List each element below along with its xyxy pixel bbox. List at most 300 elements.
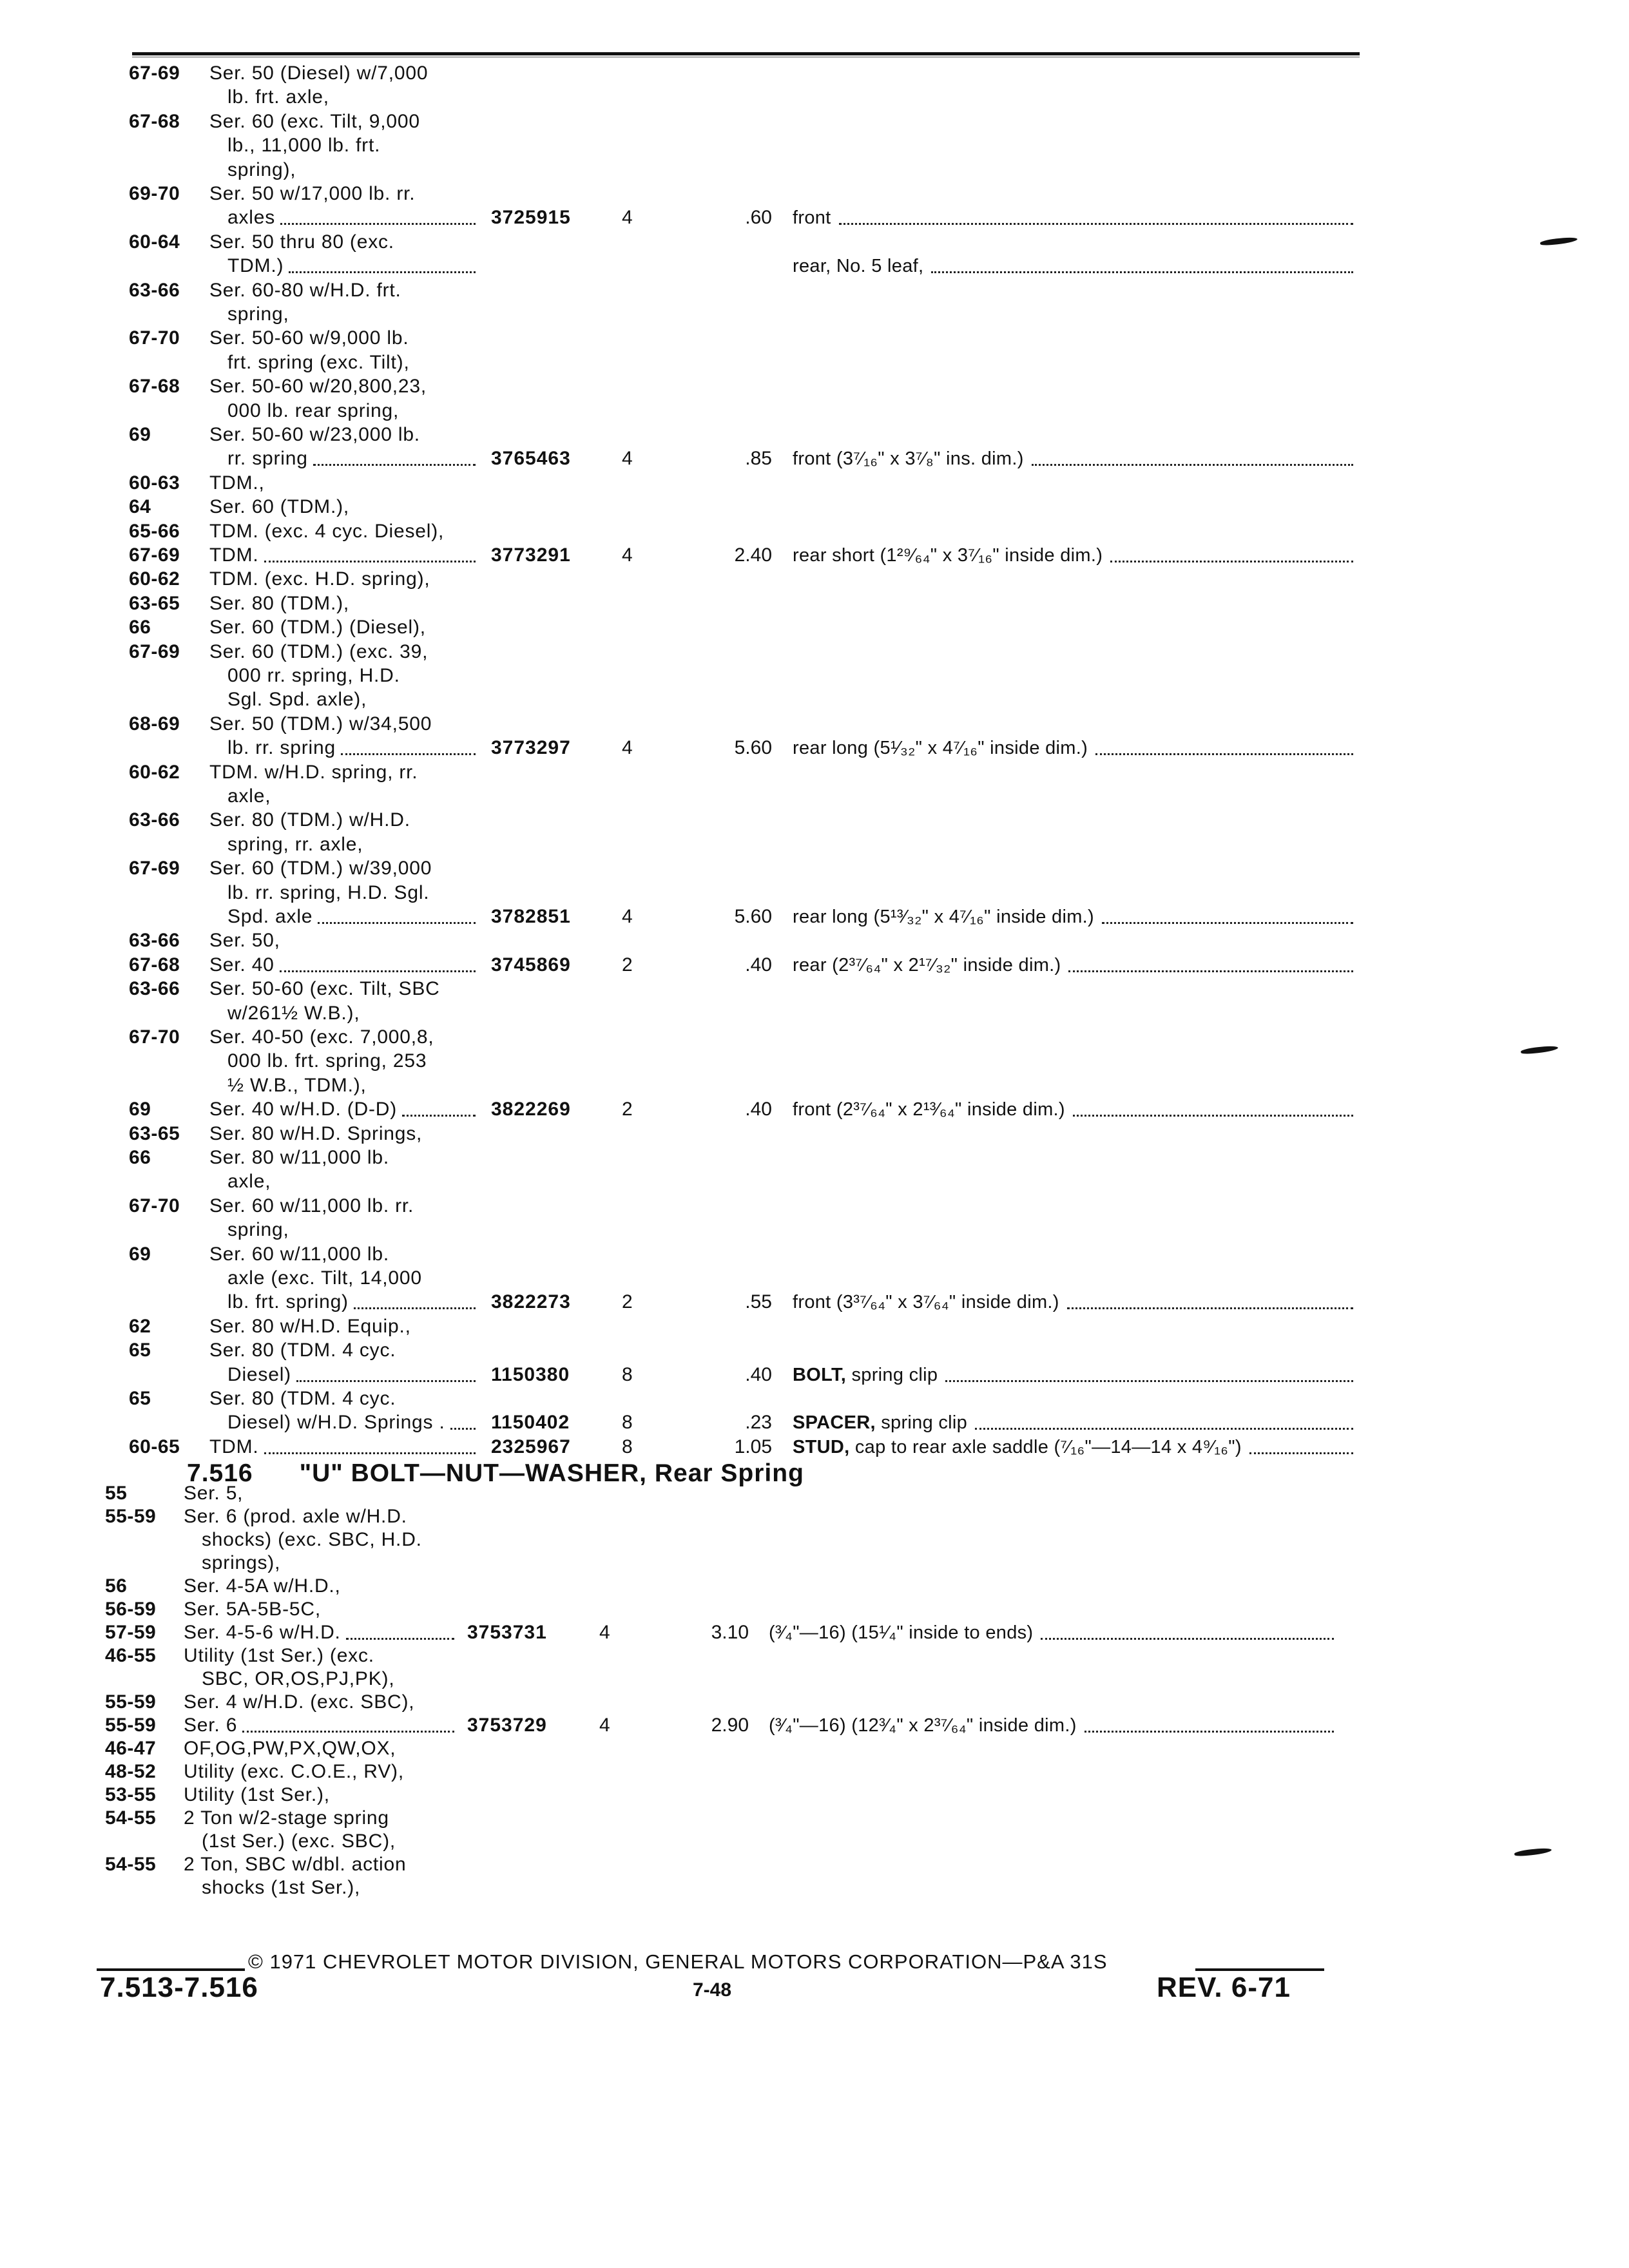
model-years: 48-52	[105, 1761, 157, 1782]
model-years: 67-68	[129, 376, 180, 398]
description: Ser. 60 w/11,000 lb.	[209, 1243, 389, 1265]
listing-row	[0, 929, 1629, 952]
dot-leader	[839, 209, 1353, 225]
listing-row	[0, 1853, 1629, 1876]
quantity: 8	[622, 1363, 633, 1385]
listing-row	[0, 1644, 1629, 1667]
listing-row	[0, 447, 1629, 470]
description: lb. frt. axle,	[227, 86, 329, 108]
description: TDM.	[209, 544, 259, 566]
model-years: 69-70	[129, 183, 180, 204]
description: axle,	[227, 785, 271, 807]
listing-row	[0, 785, 1629, 808]
listing-row	[0, 1267, 1629, 1290]
item-name: STUD,	[793, 1436, 850, 1457]
quantity: 4	[622, 544, 633, 566]
listing-row	[0, 1436, 1629, 1459]
description: Sgl. Spd. axle),	[227, 689, 367, 711]
description: Ser. 80 (TDM.) w/H.D.	[209, 809, 410, 831]
listing-row	[0, 664, 1629, 687]
right-description	[793, 255, 923, 278]
quantity: 4	[622, 737, 633, 759]
description: Ser. 80 (TDM. 4 cyc.	[209, 1388, 396, 1409]
listing-row	[0, 592, 1629, 615]
description: TDM. w/H.D. spring, rr.	[209, 761, 418, 783]
dot-leader	[280, 956, 476, 972]
item-detail: spring clip	[881, 1412, 968, 1434]
price: .60	[745, 207, 772, 229]
listing-row	[0, 375, 1629, 398]
model-years: 53-55	[105, 1784, 157, 1805]
listing-row	[0, 954, 1629, 977]
listing-row	[0, 1505, 1629, 1528]
part-number: 3753729	[467, 1715, 547, 1736]
description: Ser. 80 (TDM.),	[209, 592, 350, 614]
right-description	[793, 544, 1103, 567]
description: Ser. 4 w/H.D. (exc. SBC),	[184, 1691, 415, 1713]
dot-leader	[264, 546, 476, 562]
item-detail: front (3⁷⁄₁₆" x 3⁷⁄₈" ins. dim.)	[793, 448, 1024, 470]
dot-leader	[450, 1414, 476, 1430]
description: Diesel)	[227, 1363, 291, 1385]
dot-leader	[264, 1438, 476, 1454]
listing-row	[0, 544, 1629, 567]
description: springs),	[202, 1552, 281, 1573]
model-years: 69	[129, 424, 151, 445]
description: (1st Ser.) (exc. SBC),	[202, 1831, 396, 1852]
model-years: 56-59	[105, 1599, 157, 1620]
item-name: BOLT,	[793, 1364, 847, 1385]
description: Ser. 50-60 w/23,000 lb.	[209, 424, 420, 445]
section-title: "U" BOLT—NUT—WASHER, Rear Spring	[299, 1459, 804, 1487]
listing-row	[0, 1691, 1629, 1714]
model-years: 67-69	[129, 858, 180, 879]
model-years: 64	[129, 496, 151, 518]
listing-row	[0, 1783, 1629, 1807]
dot-leader	[280, 209, 476, 225]
part-number: 2325967	[491, 1436, 571, 1457]
quantity: 8	[622, 1436, 633, 1457]
listing-row	[0, 495, 1629, 519]
dot-leader	[242, 1716, 454, 1733]
model-years: 63-66	[129, 279, 180, 301]
right-description	[793, 1363, 938, 1387]
description: Ser. 5,	[184, 1483, 244, 1504]
listing-row	[0, 713, 1629, 736]
part-number: 3725915	[491, 207, 571, 229]
model-years: 68-69	[129, 713, 180, 735]
model-years: 60-64	[129, 231, 180, 253]
quantity: 4	[622, 448, 633, 470]
description: lb., 11,000 lb. frt.	[227, 135, 381, 157]
footer-rule-left	[97, 1968, 245, 1971]
price: .85	[745, 448, 772, 470]
listing-row	[0, 1098, 1629, 1121]
part-number: 3773291	[491, 544, 571, 566]
description: Ser. 60 (TDM.) (Diesel),	[209, 617, 426, 639]
description: Ser. 60 (TDM.) w/39,000	[209, 858, 432, 879]
listing-row	[0, 809, 1629, 832]
item-detail: spring clip	[851, 1364, 938, 1385]
right-description	[793, 1098, 1065, 1121]
listing-row	[0, 1122, 1629, 1146]
quantity: 2	[622, 1291, 633, 1313]
model-years: 69	[129, 1243, 151, 1265]
part-number: 3745869	[491, 954, 571, 975]
description: Ser. 80 (TDM. 4 cyc.	[209, 1340, 396, 1361]
dot-leader	[346, 1624, 454, 1640]
listing-row	[0, 1621, 1629, 1644]
description: Ser. 80 w/11,000 lb.	[209, 1147, 389, 1168]
listing-row	[0, 1074, 1629, 1097]
listing-row	[0, 977, 1629, 1001]
price: .23	[745, 1412, 772, 1434]
description: shocks (1st Ser.),	[202, 1877, 361, 1898]
model-years: 65-66	[129, 520, 180, 542]
listing-row	[0, 1876, 1629, 1899]
model-years: 67-69	[129, 544, 180, 566]
model-years: 62	[129, 1315, 151, 1337]
model-years: 66	[129, 617, 151, 639]
description: Ser. 60-80 w/H.D. frt.	[209, 279, 401, 301]
model-years: 65	[129, 1340, 151, 1361]
part-number: 3753731	[467, 1622, 547, 1643]
quantity: 2	[622, 1099, 633, 1120]
listing-row	[0, 1291, 1629, 1314]
description: Ser. 50 (TDM.) w/34,500	[209, 713, 432, 735]
model-years: 60-65	[129, 1436, 180, 1457]
dot-leader	[1110, 546, 1353, 562]
part-number: 1150380	[491, 1363, 570, 1385]
dot-leader	[341, 739, 476, 755]
right-description	[793, 736, 1088, 760]
listing-row	[0, 62, 1629, 85]
listing-row	[0, 1195, 1629, 1218]
dot-leader	[1102, 908, 1353, 924]
part-number: 3782851	[491, 906, 571, 927]
description: rr. spring	[227, 448, 308, 470]
model-years: 54-55	[105, 1854, 157, 1875]
listing-row	[0, 182, 1629, 206]
description: axles	[227, 207, 276, 229]
dot-leader	[354, 1293, 476, 1309]
item-detail: front (2³⁷⁄₆₄" x 2¹³⁄₆₄" inside dim.)	[793, 1099, 1065, 1120]
model-years: 63-66	[129, 809, 180, 831]
description: TDM.)	[227, 255, 284, 277]
description: TDM. (exc. H.D. spring),	[209, 568, 430, 590]
model-years: 67-70	[129, 1195, 180, 1216]
listing-row	[0, 905, 1629, 928]
price: .55	[745, 1291, 772, 1313]
description: SBC, OR,OS,PJ,PK),	[202, 1668, 395, 1689]
item-detail: rear short (1²⁹⁄₆₄" x 3⁷⁄₁₆" inside dim.)	[793, 545, 1103, 566]
description: Ser. 50,	[209, 930, 280, 952]
section-number: 7.516	[187, 1459, 253, 1487]
listing-row	[0, 472, 1629, 495]
right-description	[769, 1714, 1077, 1737]
section-range-code: 7.513-7.516	[100, 1972, 258, 2003]
item-detail: front	[793, 207, 831, 229]
dot-leader	[1084, 1716, 1334, 1733]
item-name: SPACER,	[793, 1412, 876, 1434]
listing-row	[0, 303, 1629, 326]
price: .40	[745, 1363, 772, 1385]
listing-row	[0, 568, 1629, 591]
quantity: 4	[622, 906, 633, 927]
description: spring),	[227, 159, 296, 180]
description: w/261½ W.B.),	[227, 1002, 360, 1024]
description: spring,	[227, 303, 289, 325]
model-years: 66	[129, 1147, 151, 1168]
listing-row	[0, 423, 1629, 447]
dot-leader	[1067, 1293, 1353, 1309]
listing-row	[0, 231, 1629, 254]
model-years: 63-65	[129, 1122, 180, 1144]
description: 000 rr. spring, H.D.	[227, 665, 400, 686]
right-description	[793, 1411, 967, 1434]
description: TDM. (exc. 4 cyc. Diesel),	[209, 520, 445, 542]
right-description	[793, 447, 1024, 470]
listing-row	[0, 110, 1629, 133]
quantity: 4	[599, 1622, 610, 1643]
price: 5.60	[734, 906, 772, 927]
description: 2 Ton, SBC w/dbl. action	[184, 1854, 407, 1875]
page-number: 7-48	[693, 1979, 732, 2001]
listing-row	[0, 640, 1629, 664]
listing-row	[0, 1528, 1629, 1552]
model-years: 63-66	[129, 930, 180, 952]
price: 2.90	[711, 1715, 749, 1736]
listing-row	[0, 159, 1629, 182]
listing-row	[0, 1411, 1629, 1434]
listing-row	[0, 1363, 1629, 1387]
model-years: 67-69	[129, 640, 180, 662]
description: TDM.,	[209, 472, 265, 494]
price: 3.10	[711, 1622, 749, 1643]
right-description	[793, 954, 1061, 977]
listing-row	[0, 616, 1629, 639]
listing-row	[0, 736, 1629, 760]
dot-leader	[1073, 1100, 1353, 1117]
listing-row	[0, 1002, 1629, 1025]
model-years: 46-47	[105, 1738, 157, 1759]
dot-leader	[296, 1366, 476, 1382]
part-number: 3765463	[491, 448, 571, 470]
listing-row	[0, 1830, 1629, 1853]
dot-leader	[931, 257, 1353, 273]
description: axle (exc. Tilt, 14,000	[227, 1267, 422, 1289]
description: Ser. 40 w/H.D. (D-D)	[209, 1099, 398, 1120]
right-description	[793, 1436, 1242, 1459]
description: Utility (1st Ser.) (exc.	[184, 1645, 374, 1666]
description: lb. rr. spring, H.D. Sgl.	[227, 881, 430, 903]
listing-row	[0, 688, 1629, 711]
listing-row	[0, 86, 1629, 109]
quantity: 2	[622, 954, 633, 975]
right-description	[793, 206, 831, 229]
model-years: 63-65	[129, 592, 180, 614]
item-detail: (³⁄₄"—16) (12³⁄₄" x 2³⁷⁄₆₄" inside dim.)	[769, 1715, 1077, 1736]
model-years: 60-62	[129, 568, 180, 590]
dot-leader	[1095, 739, 1353, 755]
listing-row	[0, 399, 1629, 423]
description: 2 Ton w/2-stage spring	[184, 1807, 389, 1829]
description: Ser. 50-60 (exc. Tilt, SBC	[209, 978, 440, 1000]
listing-row	[0, 857, 1629, 880]
listing-row	[0, 1146, 1629, 1169]
listing-row	[0, 351, 1629, 374]
description: Ser. 50-60 w/9,000 lb.	[209, 327, 409, 349]
description: Ser. 60 w/11,000 lb. rr.	[209, 1195, 414, 1216]
model-years: 67-68	[129, 954, 180, 975]
listing-row	[0, 1667, 1629, 1691]
description: shocks) (exc. SBC, H.D.	[202, 1529, 422, 1550]
model-years: 54-55	[105, 1807, 157, 1829]
description: Ser. 5A-5B-5C,	[184, 1599, 321, 1620]
listing-row	[0, 1218, 1629, 1242]
item-detail: rear long (5¹⁄₃₂" x 4⁷⁄₁₆" inside dim.)	[793, 738, 1088, 759]
listing-row	[0, 1243, 1629, 1266]
item-detail: (³⁄₄"—16) (15¹⁄₄" inside to ends)	[769, 1622, 1034, 1643]
dot-leader	[313, 450, 476, 466]
description: Ser. 50-60 w/20,800,23,	[209, 376, 427, 398]
dot-leader	[318, 908, 476, 924]
description: Ser. 60 (TDM.) (exc. 39,	[209, 640, 429, 662]
listing-row	[0, 1737, 1629, 1760]
section-heading	[187, 1459, 804, 1488]
part-number: 3822269	[491, 1099, 571, 1120]
listing-row	[0, 1387, 1629, 1410]
dot-leader	[945, 1366, 1353, 1382]
description: axle,	[227, 1171, 271, 1193]
part-number: 3822273	[491, 1291, 571, 1313]
listing-row	[0, 1339, 1629, 1362]
right-description	[793, 1291, 1059, 1314]
model-years: 67-69	[129, 62, 180, 84]
item-detail: cap to rear axle saddle (⁷⁄₁₆"—14—14 x 4⁹⁄₁₆")	[854, 1436, 1242, 1457]
description: 000 lb. rear spring,	[227, 399, 400, 421]
item-detail: rear (2³⁷⁄₆₄" x 2¹⁷⁄₃₂" inside dim.)	[793, 954, 1061, 975]
description: Ser. 40	[209, 954, 275, 975]
description: Ser. 6 (prod. axle w/H.D.	[184, 1506, 407, 1527]
description: TDM.	[209, 1436, 259, 1457]
description: Ser. 80 w/H.D. Springs,	[209, 1122, 423, 1144]
description: Diesel) w/H.D. Springs .	[227, 1412, 445, 1434]
listing-row	[0, 1760, 1629, 1783]
model-years: 57-59	[105, 1622, 157, 1643]
model-years: 60-63	[129, 472, 180, 494]
description: Ser. 4-5A w/H.D.,	[184, 1575, 341, 1597]
description: Ser. 50 thru 80 (exc.	[209, 231, 394, 253]
listing-row	[0, 1026, 1629, 1049]
model-years: 63-66	[129, 978, 180, 1000]
description: Ser. 60 (exc. Tilt, 9,000	[209, 110, 420, 132]
model-years: 65	[129, 1388, 151, 1409]
description: Ser. 40-50 (exc. 7,000,8,	[209, 1026, 434, 1048]
price: .40	[745, 1099, 772, 1120]
dot-leader	[1032, 450, 1353, 466]
listing-row	[0, 1575, 1629, 1598]
revision-label: REV. 6-71	[1157, 1972, 1291, 2003]
model-years: 67-70	[129, 1026, 180, 1048]
listing-row	[0, 520, 1629, 543]
listing-row	[0, 1552, 1629, 1575]
dot-leader	[1068, 956, 1353, 972]
listing-row	[0, 1050, 1629, 1073]
description: Ser. 50 w/17,000 lb. rr.	[209, 183, 416, 204]
model-years: 55-59	[105, 1715, 157, 1736]
description: spring,	[227, 1219, 289, 1241]
part-number: 1150402	[491, 1412, 570, 1434]
description: Ser. 4-5-6 w/H.D.	[184, 1622, 341, 1643]
dot-leader	[975, 1414, 1353, 1430]
description: Ser. 80 w/H.D. Equip.,	[209, 1315, 411, 1337]
listing-row	[0, 1170, 1629, 1193]
footer-rule-right	[1195, 1968, 1324, 1971]
listing-row	[0, 1598, 1629, 1621]
model-years: 67-68	[129, 110, 180, 132]
description: ½ W.B., TDM.),	[227, 1074, 367, 1096]
description: Ser. 60 (TDM.),	[209, 496, 350, 518]
part-number: 3773297	[491, 737, 571, 759]
dot-leader	[289, 257, 476, 273]
listing-row	[0, 134, 1629, 157]
description: Ser. 50 (Diesel) w/7,000	[209, 62, 429, 84]
quantity: 4	[622, 207, 633, 229]
listing-row	[0, 1807, 1629, 1830]
dot-leader	[1041, 1624, 1334, 1640]
model-years: 55-59	[105, 1506, 157, 1527]
quantity: 8	[622, 1412, 633, 1434]
description: Utility (exc. C.O.E., RV),	[184, 1761, 404, 1782]
listing-row	[0, 1315, 1629, 1338]
price: 5.60	[734, 737, 772, 759]
item-detail: rear, No. 5 leaf,	[793, 256, 924, 277]
item-detail: rear long (5¹³⁄₃₂" x 4⁷⁄₁₆" inside dim.)	[793, 907, 1094, 927]
listing-row	[0, 206, 1629, 229]
copyright-line: © 1971 CHEVROLET MOTOR DIVISION, GENERAL MOTORS CORPORATION—P&A 31S	[248, 1950, 1108, 1973]
listing-row	[0, 761, 1629, 784]
description: OF,OG,PW,PX,QW,OX,	[184, 1738, 396, 1759]
listing-row	[0, 327, 1629, 350]
model-years: 56	[105, 1575, 128, 1597]
right-description	[769, 1621, 1033, 1644]
model-years: 60-62	[129, 761, 180, 783]
model-years: 55-59	[105, 1691, 157, 1713]
description: spring, rr. axle,	[227, 833, 363, 855]
model-years: 69	[129, 1099, 151, 1120]
description: frt. spring (exc. Tilt),	[227, 351, 410, 373]
description: Spd. axle	[227, 906, 313, 927]
price: 1.05	[734, 1436, 772, 1457]
listing-row	[0, 833, 1629, 856]
price: .40	[745, 954, 772, 975]
price: 2.40	[734, 544, 772, 566]
dot-leader	[402, 1100, 476, 1117]
description: lb. rr. spring	[227, 737, 336, 759]
listing-row	[0, 279, 1629, 302]
dot-leader	[1249, 1438, 1353, 1454]
model-years: 67-70	[129, 327, 180, 349]
listing-row	[0, 1714, 1629, 1737]
quantity: 4	[599, 1715, 610, 1736]
listing-row	[0, 255, 1629, 278]
model-years: 55	[105, 1483, 128, 1504]
description: 000 lb. frt. spring, 253	[227, 1050, 427, 1072]
model-years: 46-55	[105, 1645, 157, 1666]
item-detail: front (3³⁷⁄₆₄" x 3⁷⁄₆₄" inside dim.)	[793, 1292, 1059, 1313]
description: lb. frt. spring)	[227, 1291, 349, 1313]
